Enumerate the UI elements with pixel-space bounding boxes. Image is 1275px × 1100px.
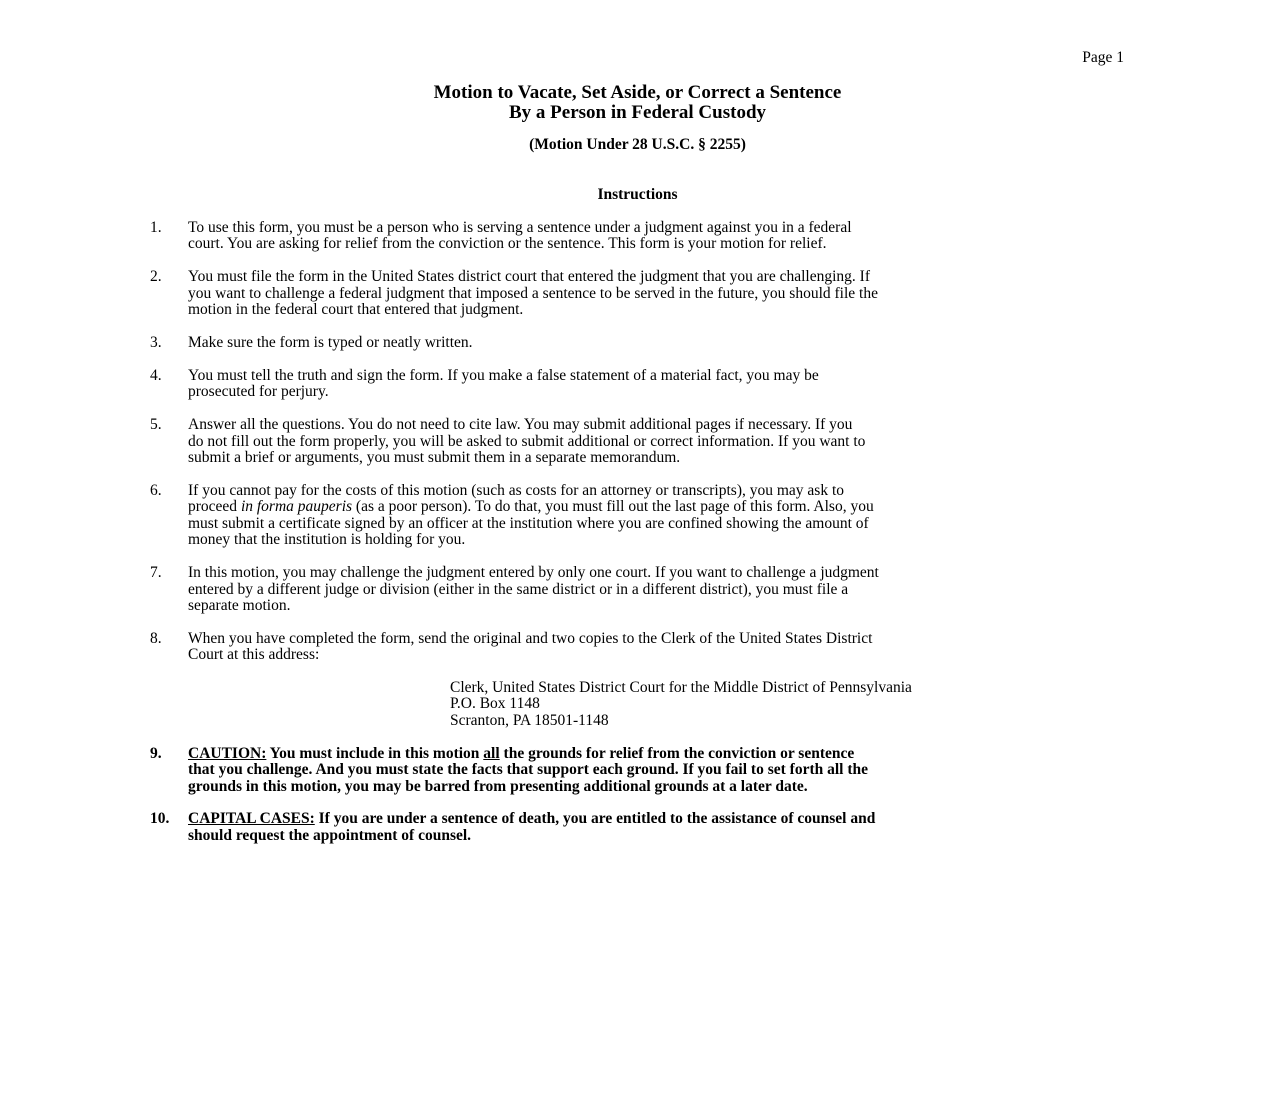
latin-phrase: in forma pauperis: [240, 498, 353, 516]
item-text: To use this form, you must be a person who is serving a sentence under a judgment against you in a federal court. You are asking for relief from the conviction or the sentence. This form is your motion for relief.: [188, 219, 852, 253]
statute-subtitle: (Motion Under 28 U.S.C. § 2255): [529, 136, 746, 153]
list-item: [150, 335, 1125, 351]
title-line-1: Motion to Vacate, Set Aside, or Correct a Sentence: [433, 82, 842, 103]
item-text: [188, 811, 1125, 844]
item-text-part: the grounds for relief from the conviction or sentence that you challenge. And you must state the facts that support each ground. If you fail to set forth all the grounds in this motion, you may be barred from presenting additional grounds at a later date.: [188, 744, 869, 795]
list-item: [150, 811, 1125, 844]
item-text: You must file the form in the United States district court that entered the judgment that you are challenging. If you want to challenge a federal judgment that imposed a sentence to be served in the future, you should file the motion in the federal court that entered that judgment.: [188, 268, 878, 319]
list-item: [150, 417, 1125, 466]
list-item: [150, 368, 1125, 401]
item-text-part: If you are under a sentence of death, you are entitled to the assistance of counsel and should request the appointment of counsel.: [188, 810, 876, 844]
item-text: When you have completed the form, send the original and two copies to the Clerk of the United States District Court at this address:: [188, 629, 873, 664]
list-item: [150, 746, 1125, 795]
item-text-part: You must include in this motion: [266, 744, 484, 762]
item-text: [188, 483, 1125, 549]
item-text: In this motion, you may challenge the judgment entered by only one court. If you want to challenge a judgment entered by a different judge or division (either in the same district or in a different district), you must file a separate motion.: [188, 564, 879, 614]
caution-label: CAUTION:: [188, 744, 267, 762]
list-item: [150, 483, 1125, 549]
emphasis-all: all: [483, 744, 500, 762]
instructions-heading: Instructions: [597, 186, 678, 203]
page-number: Page 1: [1082, 49, 1124, 66]
item-number: 5.: [150, 416, 162, 434]
list-item: [150, 269, 1125, 318]
item-number: 7.: [150, 564, 162, 582]
item-number: 6.: [150, 481, 162, 499]
item-number: 2.: [150, 268, 162, 286]
item-number: 9.: [150, 744, 162, 762]
item-text-part: (as a poor person). To do that, you must fill out the last page of this form. Also, you must submit a certificate signed by an officer at the institution where you are confined showing the amount of money that the institution is holding for you.: [188, 498, 874, 549]
item-number: 1.: [150, 219, 162, 236]
clerk-address: Clerk, United States District Court for the Middle District of Pennsylvania P.O. Box 1148 Scranton, PA 18501-1148: [450, 679, 912, 729]
list-item: [150, 220, 1125, 253]
item-number: 10.: [150, 810, 170, 828]
instructions-list: [150, 220, 1125, 861]
list-item: [150, 565, 1125, 614]
item-number: 3.: [150, 334, 162, 352]
title-line-2: By a Person in Federal Custody: [508, 102, 767, 123]
document-title: [0, 83, 1275, 153]
item-text: Make sure the form is typed or neatly written.: [188, 334, 473, 352]
list-item: [150, 631, 1125, 729]
item-number: 4.: [150, 366, 162, 384]
item-text: Answer all the questions. You do not need to cite law. You may submit additional pages if necessary. If you do not fill out the form properly, you will be asked to submit additional or correct information. If you want to submit a brief or arguments, you must submit them in a separate memorandum.: [188, 416, 866, 467]
item-text: You must tell the truth and sign the form. If you make a false statement of a material fact, you may be prosecuted for perjury.: [188, 366, 819, 401]
item-number: 8.: [150, 629, 162, 647]
item-text: [188, 746, 1125, 795]
item-text-part: If you cannot pay for the costs of this motion (such as costs for an attorney or transcripts), you may ask to proceed: [188, 481, 845, 516]
capital-cases-label: CAPITAL CASES:: [188, 810, 315, 828]
